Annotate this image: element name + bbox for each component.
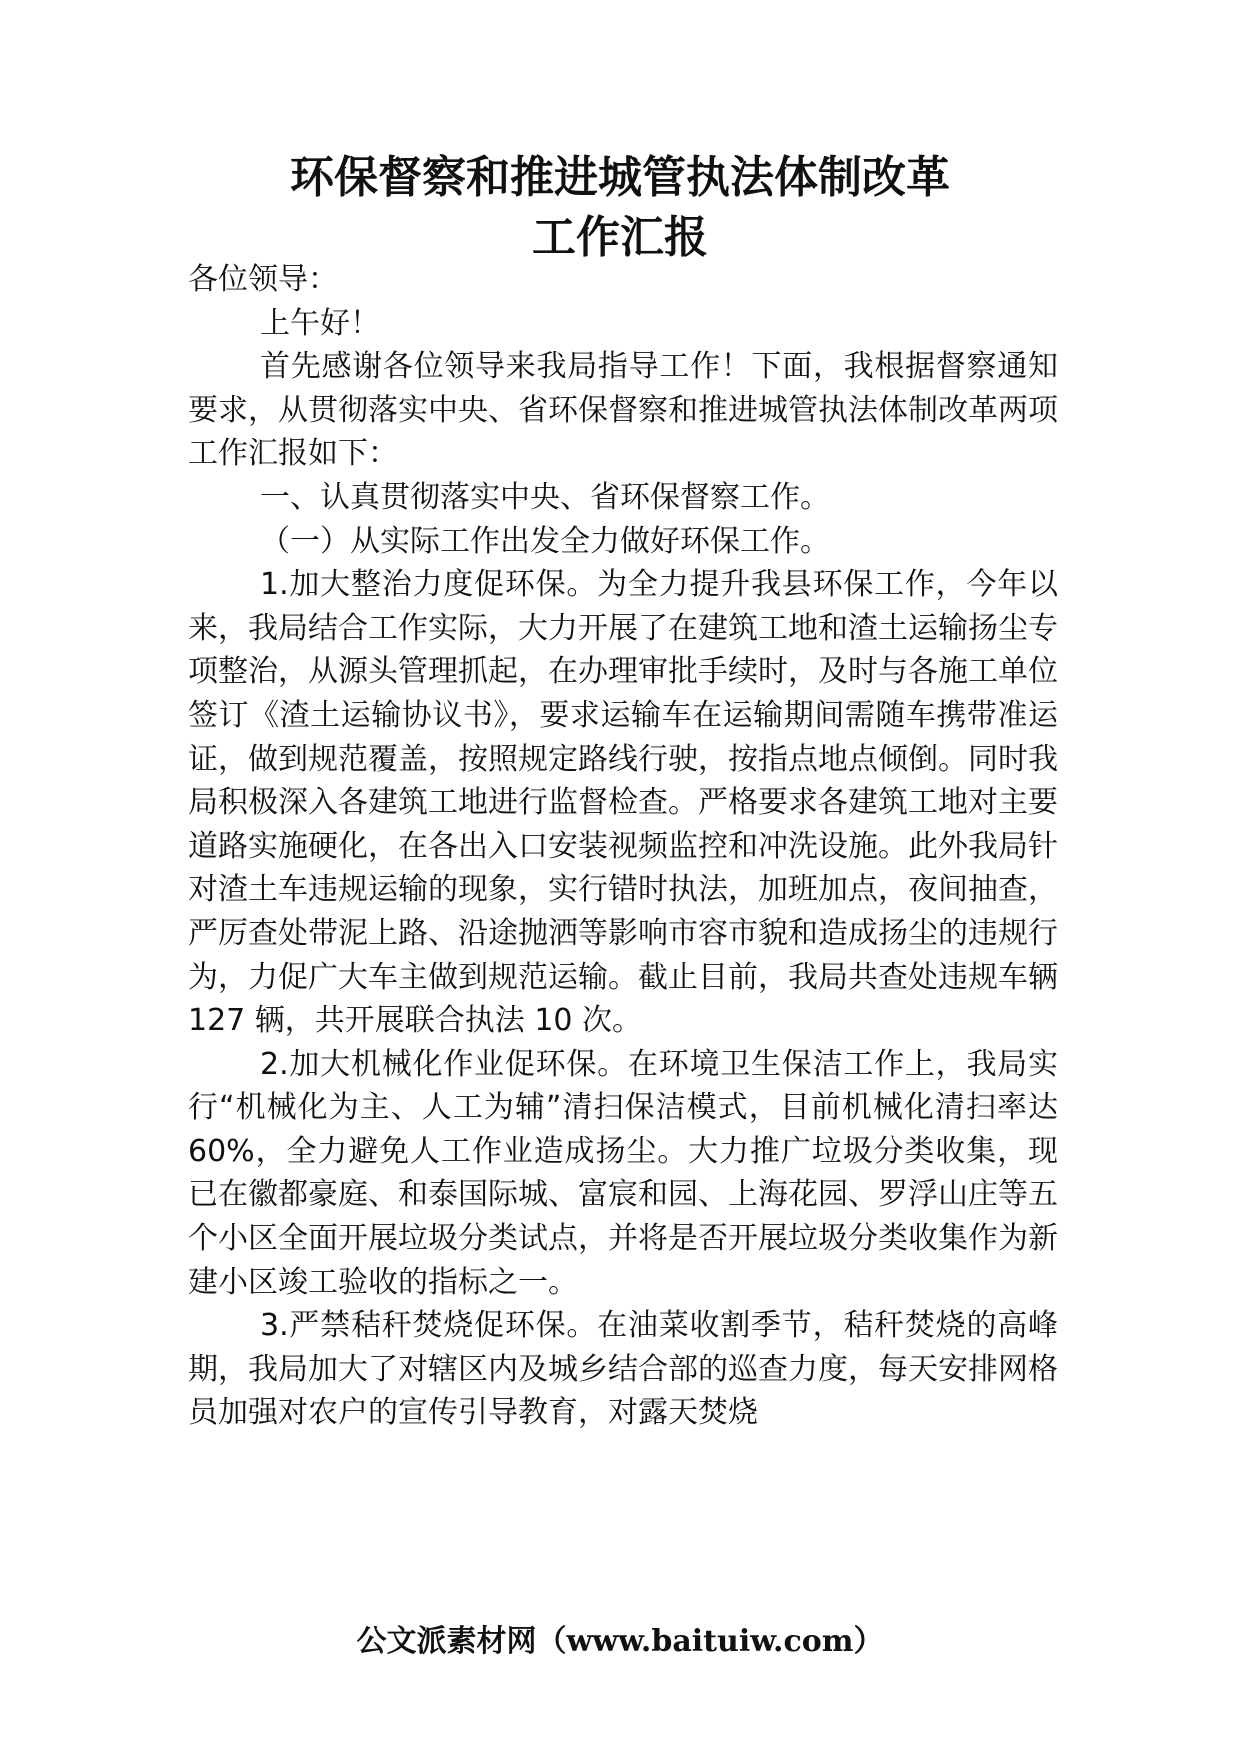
subsection-heading-1: （一）从实际工作出发全力做好环保工作。: [260, 523, 830, 559]
paragraph-item-2: 2.加大机械化作业促环保。在环境卫生保洁工作上，我局实行“机械化为主、人工为辅”清扫保洁模式，目前机械化清扫率达 60%，全力避免人工作业造成扬尘。大力推广垃圾分类收集，现已在徽都豪庭、和泰国际城、富宸和园、上海花园、罗浮山庄等五个小区全面开展垃圾分类试点，并将是否开展垃圾分类收集作为新建小区竣工验收的指标之一。: [188, 1046, 1058, 1300]
document-title-line2: 工作汇报: [532, 212, 708, 263]
document-title-line1: 环保督察和推进城管执法体制改革: [290, 152, 950, 203]
salutation: 各位领导：: [188, 262, 338, 297]
footer-watermark: 公文派素材网（www.baituiw.com）: [356, 1624, 884, 1659]
section-heading-1: 一、认真贯彻落实中央、省环保督察工作。: [260, 479, 830, 515]
document-body: [188, 258, 1058, 1435]
paragraph-item-1: 1.加大整治力度促环保。为全力提升我县环保工作，今年以来，我局结合工作实际，大力开展了在建筑工地和渣土运输扬尘专项整治，从源头管理抓起，在办理审批手续时，及时与各施工单位签订《渣土运输协议书》，要求运输车在运输期间需随车携带准运证，做到规范覆盖，按照规定路线行驶，按指点地点倾倒。同时我局积极深入各建筑工地进行监督检查。严格要求各建筑工地对主要道路实施硬化，在各出入口安装视频监控和冲洗设施。此外我局针对渣土车违规运输的现象，实行错时执法，加班加点，夜间抽查，严厉查处带泥上路、沿途抛洒等影响市容市貌和造成扬尘的违规行为，力促广大车主做到规范运输。截止目前，我局共查处违规车辆 127 辆，共开展联合执法 10 次。: [188, 567, 1058, 1039]
paragraph-item-3: 3.严禁秸秆焚烧促环保。在油菜收割季节，秸秆焚烧的高峰期，我局加大了对辖区内及城乡结合部的巡查力度，每天安排网格员加强对农户的宣传引导教育，对露天焚烧: [188, 1308, 1058, 1431]
intro-paragraph: 首先感谢各位领导来我局指导工作！下面，我根据督察通知要求，从贯彻落实中央、省环保督察和推进城管执法体制改革两项工作汇报如下：: [188, 349, 1058, 472]
greeting: 上午好！: [260, 305, 380, 341]
